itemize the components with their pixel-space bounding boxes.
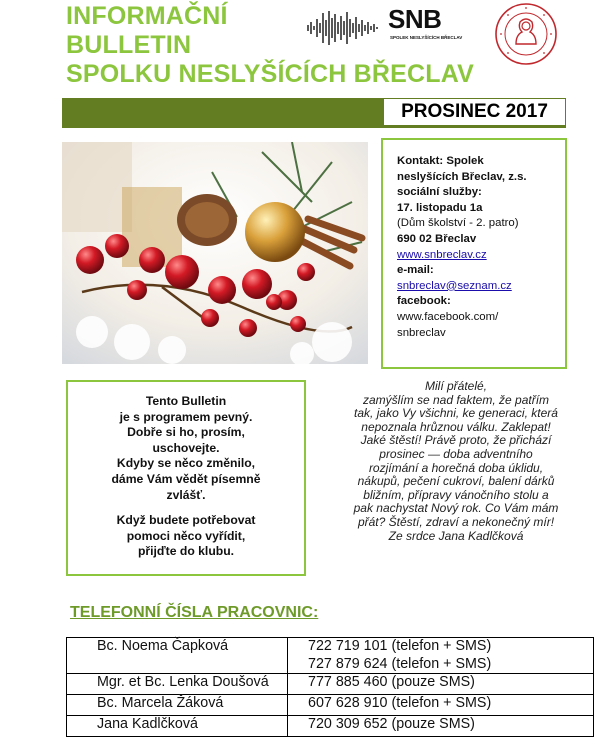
letter-line: přát? Štěstí, zdraví a nekonečný mír!	[357, 514, 555, 529]
table-row	[67, 638, 594, 674]
note-line: je s programem pevný.	[119, 409, 253, 424]
facebook-label: facebook:	[397, 295, 451, 308]
phone-number: 727 879 624 (telefon + SMS)	[308, 655, 492, 672]
staff-name: Bc. Noema Čapková	[67, 638, 288, 674]
phone-number: 720 309 652 (pouze SMS)	[308, 716, 475, 732]
note-line: Dobře si ho, prosím,	[127, 425, 245, 440]
contact-city: 690 02 Břeclav	[397, 232, 477, 245]
note-line: pomoci něco vyřídit,	[126, 528, 246, 543]
table-row	[67, 674, 594, 695]
letter-line: zamýšlím se nad faktem, že patřím	[362, 392, 550, 407]
logo-text: SNB	[388, 4, 442, 34]
note-line: uschovejte.	[152, 440, 220, 455]
contact-street: 17. listopadu 1a	[397, 201, 483, 214]
greeting-letter	[320, 380, 592, 543]
facebook-url: www.facebook.com/	[397, 310, 499, 323]
contact-heading: Kontakt: Spolek	[397, 155, 484, 167]
issue-month: PROSINEC 2017	[383, 98, 566, 126]
letter-line: pak nachystat Nový rok. Co Vám mám	[353, 501, 559, 516]
phone-number: 607 628 910 (telefon + SMS)	[308, 695, 492, 711]
note-line: zvlášť.	[166, 487, 206, 502]
table-row	[67, 716, 594, 737]
letter-line: tak, jako Vy všichni, ke generaci, která	[354, 406, 558, 421]
note-line: Kdyby se něco změnilo,	[116, 456, 256, 471]
website-link[interactable]: www.snbreclav.cz	[397, 248, 487, 261]
note-line: přijďte do klubu.	[137, 544, 235, 559]
staff-numbers	[288, 716, 594, 737]
staff-numbers	[288, 638, 594, 674]
phone-number: 777 885 460 (pouze SMS)	[308, 674, 475, 690]
contact-org: neslyšících Břeclav, z.s.	[397, 170, 527, 183]
soundwave-icon	[306, 10, 386, 46]
note-line: Když budete potřebovat	[116, 513, 256, 528]
email-link[interactable]: snbreclav@seznam.cz	[397, 279, 512, 292]
contact-box	[381, 138, 567, 369]
email-label: e-mail:	[397, 264, 434, 277]
association-seal-logo	[494, 2, 558, 66]
letter-line: rozjímání a horečná doba úklidu,	[368, 460, 544, 475]
letter-line: bližním, přípravy vánočního stolu a	[363, 487, 549, 502]
staff-name: Bc. Marcela Žáková	[67, 695, 288, 716]
letter-line: Jaké štěstí! Právě proto, že přichází	[360, 433, 552, 448]
title-line: SPOLKU NESLYŠÍCÍCH BŘECLAV	[66, 60, 475, 88]
logo-subtitle: SPOLEK NESLYŠÍCÍCH BŘECLAV	[390, 35, 463, 40]
letter-line: prosinec — doba adventního	[379, 446, 533, 461]
note-line: Tento Bulletin	[145, 394, 227, 408]
phones-heading: TELEFONNÍ ČÍSLA PRACOVNIC:	[70, 604, 319, 621]
facebook-url-end: snbreclav	[397, 326, 446, 339]
title-line: BULLETIN	[66, 31, 192, 59]
note-paragraph	[78, 394, 294, 503]
staff-name: Jana Kadlčková	[67, 716, 288, 737]
contact-service: sociální služby:	[397, 186, 482, 199]
staff-numbers	[288, 674, 594, 695]
program-note-box	[66, 380, 306, 576]
phone-table	[66, 637, 594, 737]
letter-signature: Ze srdce Jana Kadlčková	[388, 528, 524, 543]
contact-building: (Dům školství - 2. patro)	[397, 217, 519, 230]
note-paragraph	[78, 513, 294, 560]
snb-logo	[306, 4, 470, 54]
christmas-ornaments-photo	[62, 142, 368, 364]
staff-name: Mgr. et Bc. Lenka Doušová	[67, 674, 288, 695]
letter-line: nákupů, pečení cukroví, balení dárků	[357, 474, 555, 489]
phone-number: 722 719 101 (telefon + SMS)	[308, 638, 492, 654]
letter-line: nepoznala hrůznou válku. Zaklepat!	[361, 419, 551, 434]
title-line: INFORMAČNÍ	[66, 2, 228, 30]
staff-numbers	[288, 695, 594, 716]
letter-line: Milí přátelé,	[424, 379, 488, 393]
table-row	[67, 695, 594, 716]
note-line: dáme Vám vědět písemně	[111, 471, 261, 486]
